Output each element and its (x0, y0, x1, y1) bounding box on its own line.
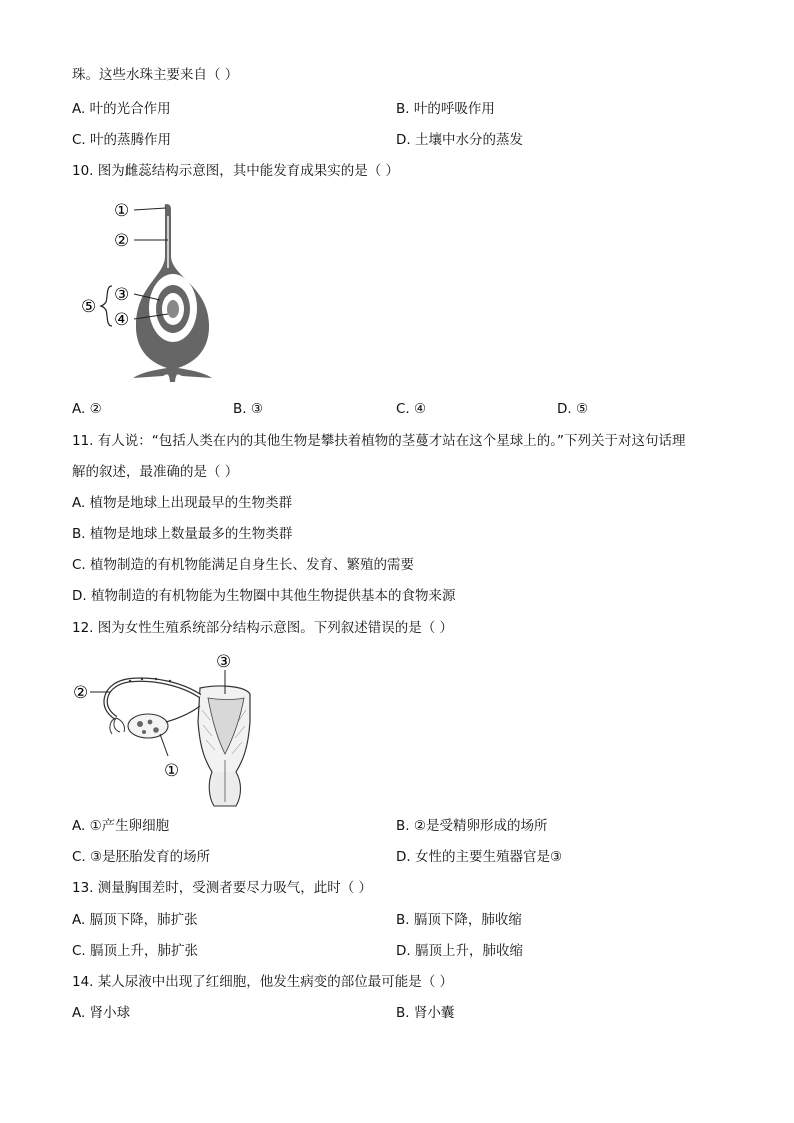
pistil-label-5: ⑤ (81, 297, 97, 317)
female-reproductive-diagram (70, 650, 260, 812)
pistil-label-2: ② (114, 231, 130, 251)
q13-option-c[interactable]: C. 膈顶上升，肺扩张 (72, 943, 199, 959)
q12-option-b[interactable]: B. ②是受精卵形成的场所 (396, 818, 548, 834)
q9-option-a[interactable]: A. 叶的光合作用 (72, 101, 171, 117)
reproductive-label-3: ③ (216, 652, 232, 672)
q13-option-b[interactable]: B. 膈顶下降，肺收缩 (396, 912, 522, 928)
q9-option-b[interactable]: B. 叶的呼吸作用 (396, 101, 495, 117)
q13-stem: 13. 测量胸围差时，受测者要尽力吸气，此时（ ） (72, 880, 373, 896)
q9-stem-tail: 珠。这些水珠主要来自（ ） (72, 67, 239, 83)
q10-option-c[interactable]: C. ④ (396, 401, 427, 417)
q12-option-c[interactable]: C. ③是胚胎发育的场所 (72, 849, 211, 865)
q11-option-d[interactable]: D. 植物制造的有机物能为生物圈中其他生物提供基本的食物来源 (72, 588, 456, 604)
pistil-label-4: ④ (114, 310, 130, 330)
q13-option-a[interactable]: A. 膈顶下降，肺扩张 (72, 912, 198, 928)
reproductive-label-1: ① (164, 761, 180, 781)
q10-option-a[interactable]: A. ② (72, 401, 102, 417)
q11-stem-line1: 11. 有人说：“包括人类在内的其他生物是攀扶着植物的茎蔓才站在这个星球上的。”下列关于对这句话理 (72, 433, 686, 449)
q11-option-a[interactable]: A. 植物是地球上出现最早的生物类群 (72, 495, 293, 511)
q9-option-c[interactable]: C. 叶的蒸腾作用 (72, 132, 172, 148)
q14-stem: 14. 某人尿液中出现了红细胞，他发生病变的部位最可能是（ ） (72, 974, 454, 990)
q11-option-c[interactable]: C. 植物制造的有机物能满足自身生长、发育、繁殖的需要 (72, 557, 415, 573)
q11-option-b[interactable]: B. 植物是地球上数量最多的生物类群 (72, 526, 293, 542)
q9-option-d[interactable]: D. 土壤中水分的蒸发 (396, 132, 523, 148)
q13-option-d[interactable]: D. 膈顶上升，肺收缩 (396, 943, 523, 959)
reproductive-label-2: ② (73, 683, 89, 703)
pistil-diagram (78, 196, 228, 390)
pistil-label-1: ① (114, 201, 130, 221)
q10-option-b[interactable]: B. ③ (233, 401, 263, 417)
q10-option-d[interactable]: D. ⑤ (557, 401, 589, 417)
q12-option-a[interactable]: A. ①产生卵细胞 (72, 818, 170, 834)
q11-stem-line2: 解的叙述，最准确的是（ ） (72, 464, 239, 480)
q10-stem: 10. 图为雌蕊结构示意图，其中能发育成果实的是（ ） (72, 163, 400, 179)
q14-option-b[interactable]: B. 肾小囊 (396, 1005, 455, 1021)
q14-option-a[interactable]: A. 肾小球 (72, 1005, 131, 1021)
pistil-label-3: ③ (114, 285, 130, 305)
q12-stem: 12. 图为女性生殖系统部分结构示意图。下列叙述错误的是（ ） (72, 620, 454, 636)
q12-option-d[interactable]: D. 女性的主要生殖器官是③ (396, 849, 563, 865)
